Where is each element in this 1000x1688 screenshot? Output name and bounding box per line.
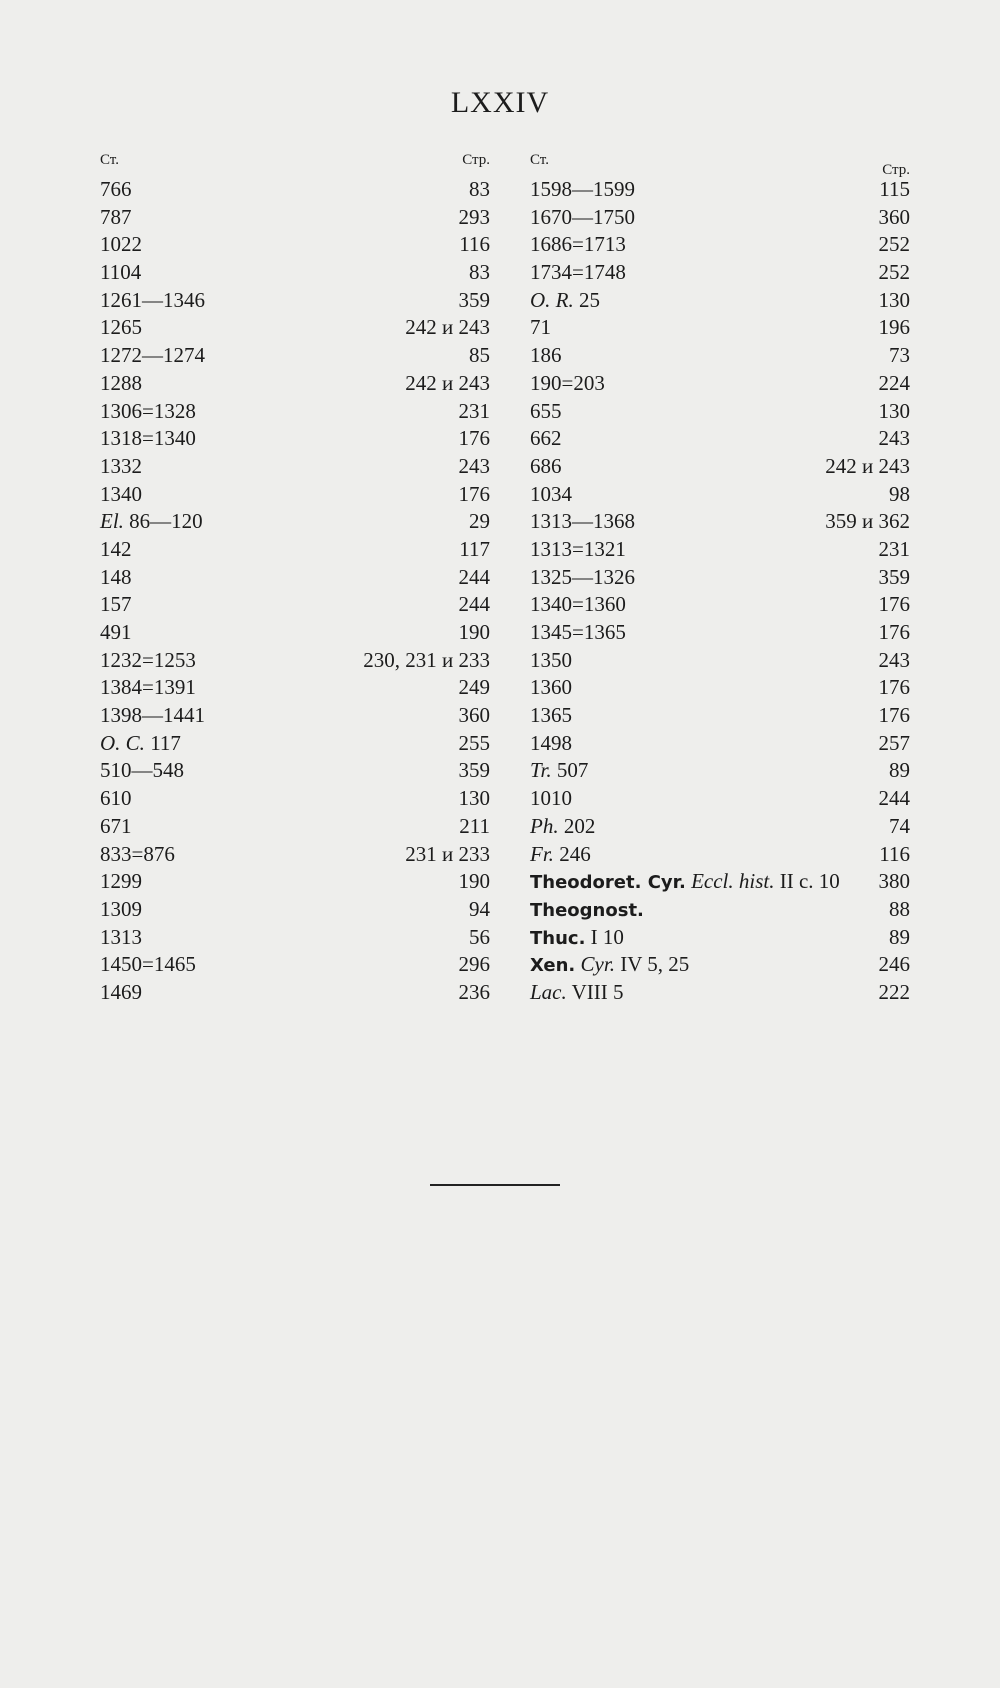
entry-page: 244 [458, 564, 490, 589]
entry-author: Theognost. [530, 899, 644, 921]
entry-page: 252 [878, 232, 910, 257]
entry-reference [100, 508, 203, 536]
entry-reference [100, 785, 132, 813]
entry-work-title: El. [100, 509, 124, 534]
entry-page: 242 и 243 [825, 453, 910, 478]
index-entry [100, 647, 490, 675]
entry-line-numbers: 1306=1328 [100, 398, 196, 423]
entry-page: 246 [878, 952, 910, 977]
entry-page: 231 [878, 536, 910, 561]
entry-line-numbers: VIII 5 [566, 979, 624, 1004]
entry-line-numbers: II c. 10 [774, 869, 840, 894]
entry-page: 29 [469, 509, 490, 534]
entry-reference [530, 287, 600, 315]
index-entry [100, 591, 490, 619]
entry-line-numbers: 1498 [530, 730, 572, 755]
index-entry [530, 730, 910, 758]
entry-reference [100, 730, 181, 758]
entry-page: 230, 231 и 233 [363, 647, 490, 672]
entry-page: 255 [458, 730, 490, 755]
entry-line-numbers: 1345=1365 [530, 620, 626, 644]
entry-reference [530, 259, 626, 287]
entry-line-numbers: 1034 [530, 481, 572, 506]
entry-line-numbers: 1332 [100, 453, 142, 478]
entry-page: 89 [889, 924, 910, 949]
index-entry [100, 287, 490, 315]
entry-line-numbers: 1686=1713 [530, 232, 626, 257]
column-header [530, 152, 910, 176]
entry-page: 242 и 243 [405, 370, 490, 395]
entry-reference [100, 896, 142, 924]
entry-reference [100, 979, 142, 1007]
entry-line-numbers: 686 [530, 453, 562, 478]
entry-line-numbers: 186 [530, 343, 562, 368]
index-entry [100, 508, 490, 536]
entry-reference [530, 453, 562, 481]
index-entry [100, 979, 490, 1007]
entry-work-title: O. C. [100, 730, 145, 755]
entry-reference [100, 757, 184, 785]
entry-reference [530, 204, 635, 232]
entry-line-numbers: 833=876 [100, 841, 175, 866]
entry-reference [530, 564, 635, 592]
index-entry [530, 785, 910, 813]
column-header-st: Ст. [100, 152, 119, 168]
entry-reference [530, 647, 572, 675]
index-entry [530, 481, 910, 509]
entry-reference [530, 619, 626, 647]
entry-line-numbers: 1010 [530, 786, 572, 811]
entry-page: 380 [878, 869, 910, 894]
entry-page: 243 [878, 647, 910, 672]
entry-reference [530, 231, 626, 259]
entry-page: 224 [878, 370, 910, 395]
entry-page: 243 [878, 426, 910, 451]
entry-reference [530, 785, 572, 813]
entry-reference [530, 536, 626, 564]
index-entry [530, 564, 910, 592]
entry-line-numbers: 1340=1360 [530, 592, 626, 617]
entry-line-numbers: 1313 [100, 924, 142, 949]
entry-author: Theodoret. Cyr. [530, 872, 686, 894]
entry-reference [100, 231, 142, 259]
index-entry [100, 481, 490, 509]
entry-page: 116 [459, 232, 490, 257]
index-entry [100, 702, 490, 730]
entry-reference [530, 951, 689, 980]
entry-page: 242 и 243 [405, 315, 490, 340]
entry-line-numbers: 1670—1750 [530, 204, 635, 229]
entry-line-numbers: 148 [100, 564, 132, 589]
entry-line-numbers: 766 [100, 177, 132, 201]
entry-reference [100, 176, 132, 204]
entry-reference [100, 647, 196, 675]
entry-page: 252 [878, 260, 910, 285]
entry-reference [100, 619, 132, 647]
entry-line-numbers: 1469 [100, 979, 142, 1004]
entry-line-numbers: 491 [100, 620, 132, 644]
entry-line-numbers: 1265 [100, 315, 142, 340]
index-entry [100, 204, 490, 232]
entry-reference [100, 425, 196, 453]
entry-line-numbers: 1325—1326 [530, 564, 635, 589]
entry-reference [100, 287, 205, 315]
entry-page: 244 [878, 786, 910, 811]
entry-page: 130 [878, 287, 910, 312]
column-header-str: Стр. [882, 162, 910, 178]
index-entry [100, 342, 490, 370]
index-entry [100, 841, 490, 869]
entry-reference [100, 259, 141, 287]
index-rows-right [530, 176, 910, 1007]
entry-reference [530, 591, 626, 619]
index-entry [100, 314, 490, 342]
entry-page: 73 [889, 343, 910, 368]
entry-page: 89 [889, 758, 910, 783]
entry-line-numbers: 1104 [100, 260, 142, 285]
index-entry [530, 896, 910, 924]
entry-reference [100, 813, 132, 841]
entry-reference [100, 204, 132, 232]
entry-line-numbers: 655 [530, 398, 562, 423]
entry-page: 74 [889, 813, 910, 838]
entry-reference [530, 924, 624, 953]
entry-line-numbers: 157 [100, 592, 132, 617]
entry-line-numbers: 246 [553, 841, 591, 866]
entry-page: 176 [458, 426, 490, 451]
entry-line-numbers: 117 [144, 730, 181, 755]
entry-author: Thuc. [530, 927, 586, 949]
index-entry [530, 536, 910, 564]
entry-line-numbers: 1360 [530, 675, 572, 700]
index-entry [530, 231, 910, 259]
index-entry [100, 453, 490, 481]
index-entry [100, 730, 490, 758]
index-entry [100, 370, 490, 398]
entry-line-numbers: 1318=1340 [100, 426, 196, 451]
index-entry [100, 868, 490, 896]
entry-page: 190 [458, 620, 490, 644]
entry-page: 296 [458, 952, 490, 977]
entry-page: 231 и 233 [405, 841, 490, 866]
entry-line-numbers: 787 [100, 204, 132, 229]
entry-page: 176 [878, 675, 910, 700]
index-entry [100, 674, 490, 702]
entry-page: 83 [469, 177, 490, 201]
entry-page: 222 [878, 979, 910, 1004]
entry-reference [100, 924, 142, 952]
entry-line-numbers: 671 [100, 813, 132, 838]
entry-page: 176 [878, 703, 910, 728]
entry-reference [530, 342, 562, 370]
index-entry [530, 813, 910, 841]
entry-page: 360 [878, 204, 910, 229]
entry-page: 249 [458, 675, 490, 700]
entry-line-numbers: 1734=1748 [530, 260, 626, 285]
entry-line-numbers: 1340 [100, 481, 142, 506]
entry-reference [100, 342, 205, 370]
entry-page: 190 [458, 869, 490, 894]
entry-line-numbers: 71 [530, 315, 551, 340]
entry-line-numbers: 1272—1274 [100, 343, 205, 368]
entry-page: 85 [469, 343, 490, 368]
index-entry [530, 591, 910, 619]
entry-reference [530, 176, 635, 204]
entry-reference [100, 564, 132, 592]
entry-page: 83 [469, 260, 490, 285]
index-entry [530, 647, 910, 675]
entry-line-numbers: 1309 [100, 896, 142, 921]
entry-line-numbers: 610 [100, 786, 132, 811]
entry-reference [530, 979, 624, 1007]
index-entry [100, 896, 490, 924]
entry-line-numbers: 1022 [100, 232, 142, 257]
entry-line-numbers: 86—120 [123, 509, 203, 534]
index-entry [530, 314, 910, 342]
entry-line-numbers: 1261—1346 [100, 287, 205, 312]
entry-reference [100, 841, 175, 869]
entry-line-numbers: 1398—1441 [100, 703, 205, 728]
entry-page: 116 [879, 841, 910, 866]
index-entry [530, 619, 910, 647]
entry-reference [530, 674, 572, 702]
index-entry [100, 924, 490, 952]
entry-line-numbers: 662 [530, 426, 562, 451]
entry-line-numbers: 142 [100, 536, 132, 561]
column-header-str: Стр. [462, 152, 490, 168]
entry-line-numbers: 1350 [530, 647, 572, 672]
entry-reference [100, 951, 196, 979]
entry-line-numbers: 1313—1368 [530, 509, 635, 534]
entry-page: 243 [458, 453, 490, 478]
entry-page: 56 [469, 924, 490, 949]
entry-page: 88 [889, 896, 910, 921]
index-entry [530, 924, 910, 952]
entry-work-title: Eccl. hist. [685, 869, 775, 894]
entry-page: 359 и 362 [825, 509, 910, 534]
entry-page: 360 [458, 703, 490, 728]
entry-line-numbers: 510—548 [100, 758, 184, 783]
entry-page: 236 [458, 979, 490, 1004]
index-entry [530, 951, 910, 979]
entry-line-numbers: 1450=1465 [100, 952, 196, 977]
section-divider [430, 1184, 560, 1186]
entry-reference [100, 536, 132, 564]
entry-line-numbers: 25 [573, 287, 600, 312]
entry-reference [530, 425, 562, 453]
entry-reference [100, 702, 205, 730]
index-entry [100, 813, 490, 841]
entry-work-title: Tr. [530, 758, 552, 783]
index-entry [100, 425, 490, 453]
index-rows-left [100, 176, 490, 1007]
entry-work-title: Cyr. [575, 952, 615, 977]
index-entry [100, 398, 490, 426]
index-entry [530, 508, 910, 536]
entry-line-numbers: 1299 [100, 869, 142, 894]
entry-page: 115 [879, 177, 910, 201]
entry-line-numbers: 1232=1253 [100, 647, 196, 672]
entry-reference [100, 398, 196, 426]
entry-reference [530, 896, 644, 925]
entry-line-numbers: 1384=1391 [100, 675, 196, 700]
entry-page: 94 [469, 896, 490, 921]
entry-line-numbers: IV 5, 25 [614, 952, 690, 977]
entry-page: 196 [878, 315, 910, 340]
entry-line-numbers: 1598—1599 [530, 177, 635, 201]
entry-reference [530, 508, 635, 536]
index-entry [530, 287, 910, 315]
entry-reference [530, 813, 595, 841]
entry-page: 359 [878, 564, 910, 589]
entry-line-numbers: 1313=1321 [530, 536, 626, 561]
entry-page: 176 [878, 620, 910, 644]
entry-page: 130 [458, 786, 490, 811]
index-entry [530, 702, 910, 730]
entry-work-title: O. R. [530, 287, 574, 312]
entry-page: 211 [459, 813, 490, 838]
entry-work-title: Fr. [530, 841, 554, 866]
index-entry [530, 674, 910, 702]
index-entry [100, 619, 490, 647]
entry-line-numbers: 507 [551, 758, 589, 783]
index-entry [530, 453, 910, 481]
page-number: LXXIV [450, 86, 550, 119]
index-entry [530, 425, 910, 453]
entry-line-numbers: 1365 [530, 703, 572, 728]
entry-line-numbers: 1288 [100, 370, 142, 395]
entry-reference [530, 398, 562, 426]
index-entry [100, 757, 490, 785]
index-entry [530, 342, 910, 370]
entry-page: 359 [458, 287, 490, 312]
entry-page: 231 [458, 398, 490, 423]
index-entry [100, 259, 490, 287]
entry-line-numbers: 202 [558, 813, 596, 838]
entry-reference [100, 674, 196, 702]
entry-page: 176 [458, 481, 490, 506]
index-entry [100, 231, 490, 259]
entry-line-numbers: I 10 [585, 924, 624, 949]
entry-reference [100, 314, 142, 342]
index-column-right [530, 152, 910, 1007]
entry-page: 130 [878, 398, 910, 423]
index-entry [100, 951, 490, 979]
entry-reference [100, 591, 132, 619]
entry-page: 98 [889, 481, 910, 506]
index-entry [100, 785, 490, 813]
index-entry [530, 370, 910, 398]
entry-page: 117 [459, 536, 490, 561]
index-entry [530, 398, 910, 426]
entry-author: Xen. [530, 955, 576, 977]
index-entry [530, 841, 910, 869]
index-entry [530, 757, 910, 785]
entry-page: 257 [878, 730, 910, 755]
entry-page: 244 [458, 592, 490, 617]
entry-page: 359 [458, 758, 490, 783]
entry-reference [530, 757, 588, 785]
index-entry [100, 536, 490, 564]
entry-work-title: Lac. [530, 979, 567, 1004]
entry-reference [100, 868, 142, 896]
entry-line-numbers: 190=203 [530, 370, 605, 395]
index-entry [100, 176, 490, 204]
entry-work-title: Ph. [530, 813, 559, 838]
entry-reference [530, 702, 572, 730]
index-entry [530, 204, 910, 232]
entry-page: 293 [458, 204, 490, 229]
index-column-left [100, 152, 490, 1007]
entry-reference [530, 481, 572, 509]
entry-page: 176 [878, 592, 910, 617]
index-entry [100, 564, 490, 592]
entry-reference [100, 453, 142, 481]
entry-reference [530, 841, 591, 869]
index-entry [530, 259, 910, 287]
entry-reference [530, 370, 605, 398]
entry-reference [530, 868, 840, 897]
index-entry [530, 868, 910, 896]
index-entry [530, 176, 910, 204]
entry-reference [530, 314, 551, 342]
column-header-st: Ст. [530, 152, 549, 168]
entry-reference [100, 370, 142, 398]
entry-reference [530, 730, 572, 758]
entry-reference [100, 481, 142, 509]
index-entry [530, 979, 910, 1007]
column-header [100, 152, 490, 176]
